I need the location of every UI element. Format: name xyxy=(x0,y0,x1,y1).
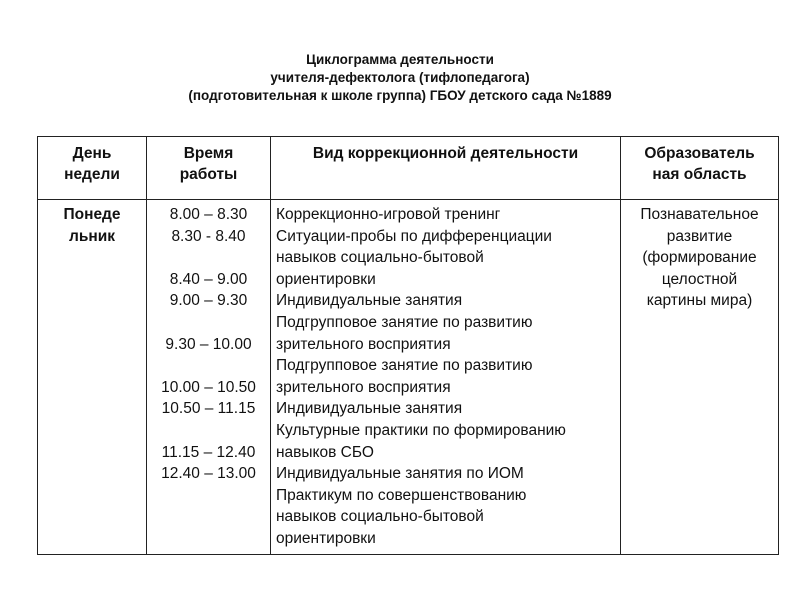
activity-line: Подгрупповое занятие по развитию xyxy=(276,313,533,331)
activity-line: зрительного восприятия xyxy=(276,378,451,396)
activity-line: Индивидуальные занятия xyxy=(276,292,463,310)
activity-line: навыков СБО xyxy=(276,443,374,461)
area-cell: Познавательное развитие (формирование целостной картины мира) xyxy=(621,200,779,555)
activity-line: Культурные практики по формированию xyxy=(276,421,566,439)
header-day: День недели xyxy=(38,137,147,200)
day-cell: Понеде льник xyxy=(38,200,147,555)
time-slot: 9.30 – 10.00 xyxy=(165,335,252,353)
time-slot: 10.50 – 11.15 xyxy=(161,400,256,418)
title-line-3: (подготовительная к школе группа) ГБОУ детского сада №1889 xyxy=(188,88,612,103)
table-row xyxy=(38,200,779,555)
header-time: Время работы xyxy=(147,137,271,200)
activity-line: Ситуации-пробы по дифференциации xyxy=(276,227,552,245)
activity-line: Подгрупповое занятие по развитию xyxy=(276,357,533,375)
activity-line: навыков социально-бытовой xyxy=(276,249,484,267)
activity-line: зрительного восприятия xyxy=(276,335,451,353)
time-cell xyxy=(147,200,271,555)
time-spacer xyxy=(152,247,265,269)
schedule-table xyxy=(37,136,779,555)
time-slot: 12.40 – 13.00 xyxy=(161,465,256,483)
header-activity: Вид коррекционной деятельности xyxy=(271,137,621,200)
header-area: Образователь ная область xyxy=(621,137,779,200)
activity-line: ориентировки xyxy=(276,529,376,547)
time-spacer xyxy=(152,420,265,442)
activity-line: навыков социально-бытовой xyxy=(276,508,484,526)
time-spacer xyxy=(152,355,265,377)
title-line-2: учителя-дефектолога (тифлопедагога) xyxy=(270,70,530,85)
title-line-1: Циклограмма деятельности xyxy=(306,52,494,67)
header-row xyxy=(38,137,779,200)
document-title xyxy=(0,51,800,105)
activity-line: Индивидуальные занятия xyxy=(276,400,463,418)
time-spacer xyxy=(152,312,265,334)
time-slot: 8.40 – 9.00 xyxy=(169,270,248,288)
time-slot: 9.00 – 9.30 xyxy=(169,292,248,310)
activity-line: Индивидуальные занятия по ИОМ xyxy=(276,465,524,483)
time-slot: 8.00 – 8.30 xyxy=(169,206,248,223)
activity-line: Коррекционно-игровой тренинг xyxy=(276,206,501,223)
time-slot: 8.30 - 8.40 xyxy=(171,227,246,245)
time-slot: 11.15 – 12.40 xyxy=(161,443,256,461)
activity-cell xyxy=(271,200,621,555)
activity-line: ориентировки xyxy=(276,270,376,288)
time-slot: 10.00 – 10.50 xyxy=(161,378,256,396)
activity-line: Практикум по совершенствованию xyxy=(276,486,527,504)
